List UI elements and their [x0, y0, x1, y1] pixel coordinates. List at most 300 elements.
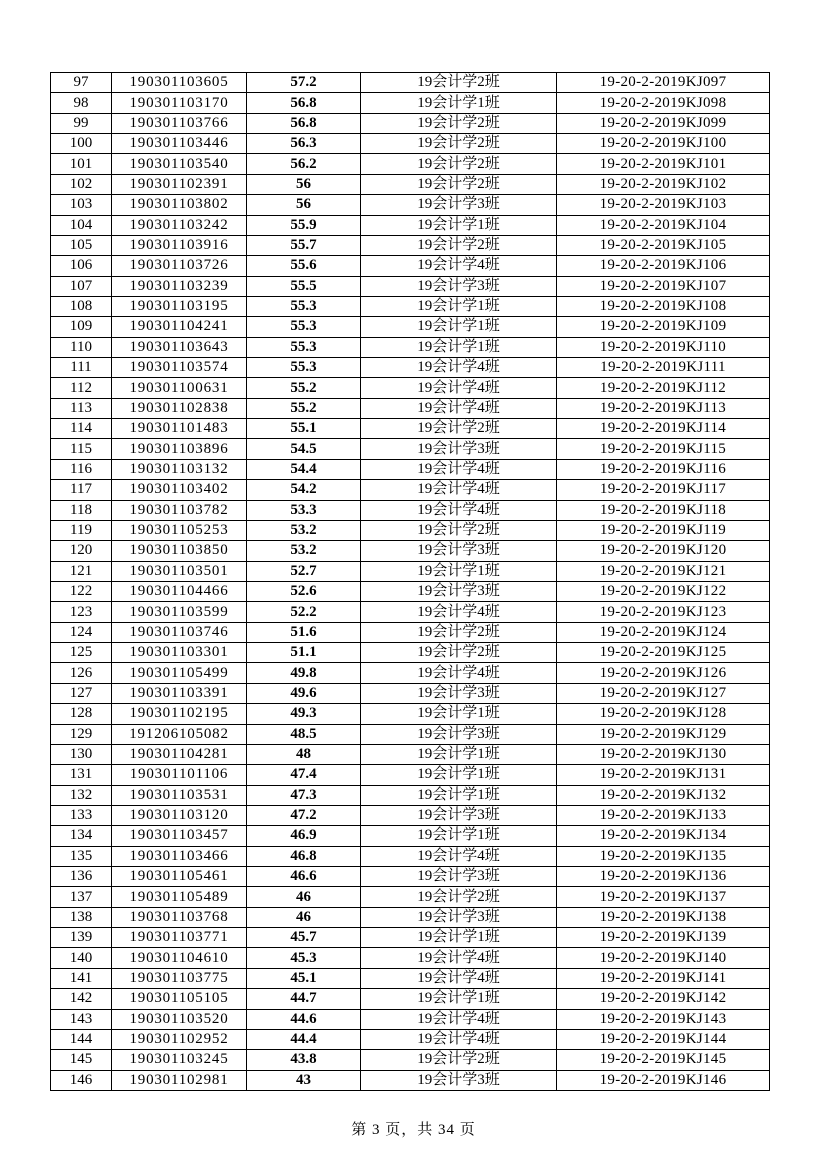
student-id-cell: 190301103782: [112, 500, 247, 520]
score-cell: 55.5: [247, 276, 361, 296]
exam-code-cell: 19-20-2-2019KJ133: [557, 805, 770, 825]
student-id-cell: 190301104281: [112, 744, 247, 764]
student-id-cell: 190301104610: [112, 948, 247, 968]
student-id-cell: 190301103531: [112, 785, 247, 805]
row-number-cell: 135: [51, 846, 112, 866]
class-name-cell: 19会计学3班: [361, 276, 557, 296]
class-name-cell: 19会计学2班: [361, 887, 557, 907]
student-id-cell: 190301105489: [112, 887, 247, 907]
score-cell: 53.3: [247, 500, 361, 520]
table-row: [51, 968, 770, 988]
row-number-cell: 101: [51, 154, 112, 174]
class-name-cell: 19会计学4班: [361, 1009, 557, 1029]
class-name-cell: 19会计学3班: [361, 439, 557, 459]
table-row: [51, 643, 770, 663]
row-number-cell: 117: [51, 480, 112, 500]
exam-code-cell: 19-20-2-2019KJ129: [557, 724, 770, 744]
row-number-cell: 121: [51, 561, 112, 581]
table-row: [51, 989, 770, 1009]
row-number-cell: 108: [51, 296, 112, 316]
exam-code-cell: 19-20-2-2019KJ100: [557, 134, 770, 154]
score-cell: 49.8: [247, 663, 361, 683]
row-number-cell: 141: [51, 968, 112, 988]
student-id-cell: 190301103896: [112, 439, 247, 459]
exam-code-cell: 19-20-2-2019KJ123: [557, 602, 770, 622]
score-cell: 43.8: [247, 1050, 361, 1070]
class-name-cell: 19会计学4班: [361, 968, 557, 988]
row-number-cell: 100: [51, 134, 112, 154]
exam-code-cell: 19-20-2-2019KJ122: [557, 581, 770, 601]
row-number-cell: 127: [51, 683, 112, 703]
exam-code-cell: 19-20-2-2019KJ115: [557, 439, 770, 459]
student-id-cell: 190301102952: [112, 1029, 247, 1049]
class-name-cell: 19会计学1班: [361, 744, 557, 764]
row-number-cell: 118: [51, 500, 112, 520]
score-cell: 56.8: [247, 113, 361, 133]
row-number-cell: 142: [51, 989, 112, 1009]
class-name-cell: 19会计学1班: [361, 93, 557, 113]
student-id-cell: 190301104241: [112, 317, 247, 337]
row-number-cell: 129: [51, 724, 112, 744]
student-id-cell: 190301103195: [112, 296, 247, 316]
exam-code-cell: 19-20-2-2019KJ105: [557, 235, 770, 255]
student-id-cell: 190301103466: [112, 846, 247, 866]
exam-code-cell: 19-20-2-2019KJ117: [557, 480, 770, 500]
table-row: [51, 1050, 770, 1070]
score-cell: 51.6: [247, 622, 361, 642]
score-cell: 55.2: [247, 398, 361, 418]
row-number-cell: 122: [51, 581, 112, 601]
exam-code-cell: 19-20-2-2019KJ125: [557, 643, 770, 663]
table-row: [51, 683, 770, 703]
exam-code-cell: 19-20-2-2019KJ136: [557, 867, 770, 887]
row-number-cell: 116: [51, 459, 112, 479]
table-row: [51, 174, 770, 194]
exam-code-cell: 19-20-2-2019KJ110: [557, 337, 770, 357]
exam-code-cell: 19-20-2-2019KJ142: [557, 989, 770, 1009]
table-row: [51, 520, 770, 540]
score-cell: 44.4: [247, 1029, 361, 1049]
class-name-cell: 19会计学3班: [361, 907, 557, 927]
class-name-cell: 19会计学1班: [361, 765, 557, 785]
table-row: [51, 887, 770, 907]
student-id-cell: 190301103775: [112, 968, 247, 988]
table-row: [51, 948, 770, 968]
row-number-cell: 123: [51, 602, 112, 622]
score-table-body: [51, 73, 770, 1091]
student-id-cell: 190301103402: [112, 480, 247, 500]
score-cell: 54.2: [247, 480, 361, 500]
exam-code-cell: 19-20-2-2019KJ132: [557, 785, 770, 805]
score-cell: 53.2: [247, 520, 361, 540]
row-number-cell: 146: [51, 1070, 112, 1090]
row-number-cell: 133: [51, 805, 112, 825]
table-row: [51, 805, 770, 825]
student-id-cell: 190301103599: [112, 602, 247, 622]
student-id-cell: 190301103132: [112, 459, 247, 479]
exam-code-cell: 19-20-2-2019KJ108: [557, 296, 770, 316]
table-row: [51, 704, 770, 724]
table-row: [51, 256, 770, 276]
table-row: [51, 561, 770, 581]
row-number-cell: 132: [51, 785, 112, 805]
table-row: [51, 541, 770, 561]
row-number-cell: 136: [51, 867, 112, 887]
score-cell: 55.1: [247, 419, 361, 439]
student-id-cell: 190301102391: [112, 174, 247, 194]
student-id-cell: 190301100631: [112, 378, 247, 398]
table-row: [51, 73, 770, 93]
row-number-cell: 144: [51, 1029, 112, 1049]
score-table: [50, 72, 770, 1091]
class-name-cell: 19会计学3班: [361, 805, 557, 825]
class-name-cell: 19会计学2班: [361, 174, 557, 194]
student-id-cell: 190301103446: [112, 134, 247, 154]
student-id-cell: 190301103520: [112, 1009, 247, 1029]
exam-code-cell: 19-20-2-2019KJ134: [557, 826, 770, 846]
student-id-cell: 190301103239: [112, 276, 247, 296]
class-name-cell: 19会计学4班: [361, 846, 557, 866]
table-row: [51, 439, 770, 459]
table-row: [51, 602, 770, 622]
table-row: [51, 724, 770, 744]
class-name-cell: 19会计学4班: [361, 1029, 557, 1049]
student-id-cell: 190301103605: [112, 73, 247, 93]
exam-code-cell: 19-20-2-2019KJ113: [557, 398, 770, 418]
score-cell: 56.2: [247, 154, 361, 174]
student-id-cell: 190301103916: [112, 235, 247, 255]
class-name-cell: 19会计学2班: [361, 154, 557, 174]
row-number-cell: 137: [51, 887, 112, 907]
score-cell: 55.3: [247, 358, 361, 378]
class-name-cell: 19会计学1班: [361, 928, 557, 948]
score-cell: 54.5: [247, 439, 361, 459]
class-name-cell: 19会计学4班: [361, 948, 557, 968]
score-cell: 51.1: [247, 643, 361, 663]
class-name-cell: 19会计学3班: [361, 867, 557, 887]
row-number-cell: 107: [51, 276, 112, 296]
table-row: [51, 358, 770, 378]
row-number-cell: 110: [51, 337, 112, 357]
student-id-cell: 190301103802: [112, 195, 247, 215]
exam-code-cell: 19-20-2-2019KJ098: [557, 93, 770, 113]
row-number-cell: 112: [51, 378, 112, 398]
class-name-cell: 19会计学1班: [361, 989, 557, 1009]
class-name-cell: 19会计学4班: [361, 500, 557, 520]
table-row: [51, 93, 770, 113]
score-cell: 55.2: [247, 378, 361, 398]
class-name-cell: 19会计学4班: [361, 459, 557, 479]
table-row: [51, 846, 770, 866]
table-row: [51, 215, 770, 235]
score-cell: 55.6: [247, 256, 361, 276]
class-name-cell: 19会计学2班: [361, 1050, 557, 1070]
student-id-cell: 190301103170: [112, 93, 247, 113]
class-name-cell: 19会计学1班: [361, 317, 557, 337]
score-cell: 54.4: [247, 459, 361, 479]
row-number-cell: 97: [51, 73, 112, 93]
student-id-cell: 190301103766: [112, 113, 247, 133]
student-id-cell: 190301102838: [112, 398, 247, 418]
student-id-cell: 190301103771: [112, 928, 247, 948]
student-id-cell: 190301103850: [112, 541, 247, 561]
score-cell: 48.5: [247, 724, 361, 744]
score-cell: 45.7: [247, 928, 361, 948]
table-row: [51, 622, 770, 642]
student-id-cell: 190301102981: [112, 1070, 247, 1090]
table-row: [51, 337, 770, 357]
exam-code-cell: 19-20-2-2019KJ126: [557, 663, 770, 683]
row-number-cell: 134: [51, 826, 112, 846]
student-id-cell: 190301102195: [112, 704, 247, 724]
score-cell: 57.2: [247, 73, 361, 93]
score-cell: 52.6: [247, 581, 361, 601]
exam-code-cell: 19-20-2-2019KJ097: [557, 73, 770, 93]
row-number-cell: 145: [51, 1050, 112, 1070]
score-cell: 49.6: [247, 683, 361, 703]
class-name-cell: 19会计学2班: [361, 73, 557, 93]
class-name-cell: 19会计学2班: [361, 134, 557, 154]
score-cell: 49.3: [247, 704, 361, 724]
class-name-cell: 19会计学3班: [361, 1070, 557, 1090]
exam-code-cell: 19-20-2-2019KJ124: [557, 622, 770, 642]
student-id-cell: 190301105461: [112, 867, 247, 887]
exam-code-cell: 19-20-2-2019KJ103: [557, 195, 770, 215]
score-cell: 55.3: [247, 337, 361, 357]
table-row: [51, 928, 770, 948]
class-name-cell: 19会计学3班: [361, 541, 557, 561]
student-id-cell: 190301105499: [112, 663, 247, 683]
class-name-cell: 19会计学1班: [361, 296, 557, 316]
student-id-cell: 190301103726: [112, 256, 247, 276]
class-name-cell: 19会计学2班: [361, 235, 557, 255]
exam-code-cell: 19-20-2-2019KJ099: [557, 113, 770, 133]
exam-code-cell: 19-20-2-2019KJ120: [557, 541, 770, 561]
student-id-cell: 190301103245: [112, 1050, 247, 1070]
exam-code-cell: 19-20-2-2019KJ131: [557, 765, 770, 785]
score-cell: 52.7: [247, 561, 361, 581]
row-number-cell: 103: [51, 195, 112, 215]
class-name-cell: 19会计学4班: [361, 256, 557, 276]
score-cell: 43: [247, 1070, 361, 1090]
exam-code-cell: 19-20-2-2019KJ145: [557, 1050, 770, 1070]
student-id-cell: 190301103242: [112, 215, 247, 235]
table-row: [51, 195, 770, 215]
score-cell: 47.3: [247, 785, 361, 805]
row-number-cell: 131: [51, 765, 112, 785]
score-cell: 46.6: [247, 867, 361, 887]
exam-code-cell: 19-20-2-2019KJ144: [557, 1029, 770, 1049]
student-id-cell: 190301101106: [112, 765, 247, 785]
exam-code-cell: 19-20-2-2019KJ143: [557, 1009, 770, 1029]
table-row: [51, 134, 770, 154]
table-row: [51, 581, 770, 601]
student-id-cell: 190301101483: [112, 419, 247, 439]
student-id-cell: 190301103120: [112, 805, 247, 825]
exam-code-cell: 19-20-2-2019KJ109: [557, 317, 770, 337]
row-number-cell: 124: [51, 622, 112, 642]
table-row: [51, 398, 770, 418]
class-name-cell: 19会计学1班: [361, 785, 557, 805]
class-name-cell: 19会计学1班: [361, 704, 557, 724]
score-cell: 56.3: [247, 134, 361, 154]
score-cell: 47.4: [247, 765, 361, 785]
score-cell: 53.2: [247, 541, 361, 561]
student-id-cell: 190301103501: [112, 561, 247, 581]
table-row: [51, 317, 770, 337]
score-cell: 44.6: [247, 1009, 361, 1029]
class-name-cell: 19会计学3班: [361, 581, 557, 601]
exam-code-cell: 19-20-2-2019KJ104: [557, 215, 770, 235]
exam-code-cell: 19-20-2-2019KJ106: [557, 256, 770, 276]
score-cell: 46: [247, 887, 361, 907]
class-name-cell: 19会计学2班: [361, 520, 557, 540]
score-cell: 47.2: [247, 805, 361, 825]
row-number-cell: 115: [51, 439, 112, 459]
score-cell: 56.8: [247, 93, 361, 113]
score-cell: 44.7: [247, 989, 361, 1009]
row-number-cell: 113: [51, 398, 112, 418]
score-cell: 55.3: [247, 296, 361, 316]
class-name-cell: 19会计学4班: [361, 663, 557, 683]
row-number-cell: 138: [51, 907, 112, 927]
table-row: [51, 235, 770, 255]
student-id-cell: 190301103457: [112, 826, 247, 846]
student-id-cell: 191206105082: [112, 724, 247, 744]
exam-code-cell: 19-20-2-2019KJ135: [557, 846, 770, 866]
table-row: [51, 1009, 770, 1029]
class-name-cell: 19会计学4班: [361, 480, 557, 500]
score-cell: 56: [247, 195, 361, 215]
row-number-cell: 102: [51, 174, 112, 194]
student-id-cell: 190301104466: [112, 581, 247, 601]
class-name-cell: 19会计学1班: [361, 215, 557, 235]
score-cell: 48: [247, 744, 361, 764]
exam-code-cell: 19-20-2-2019KJ119: [557, 520, 770, 540]
row-number-cell: 114: [51, 419, 112, 439]
table-row: [51, 867, 770, 887]
student-id-cell: 190301103746: [112, 622, 247, 642]
exam-code-cell: 19-20-2-2019KJ127: [557, 683, 770, 703]
table-row: [51, 744, 770, 764]
row-number-cell: 143: [51, 1009, 112, 1029]
class-name-cell: 19会计学1班: [361, 561, 557, 581]
exam-code-cell: 19-20-2-2019KJ146: [557, 1070, 770, 1090]
class-name-cell: 19会计学2班: [361, 113, 557, 133]
class-name-cell: 19会计学2班: [361, 643, 557, 663]
exam-code-cell: 19-20-2-2019KJ121: [557, 561, 770, 581]
table-row: [51, 826, 770, 846]
class-name-cell: 19会计学4班: [361, 378, 557, 398]
score-cell: 55.7: [247, 235, 361, 255]
row-number-cell: 111: [51, 358, 112, 378]
exam-code-cell: 19-20-2-2019KJ141: [557, 968, 770, 988]
table-row: [51, 500, 770, 520]
student-id-cell: 190301103540: [112, 154, 247, 174]
table-row: [51, 1070, 770, 1090]
exam-code-cell: 19-20-2-2019KJ137: [557, 887, 770, 907]
row-number-cell: 120: [51, 541, 112, 561]
exam-code-cell: 19-20-2-2019KJ102: [557, 174, 770, 194]
exam-code-cell: 19-20-2-2019KJ130: [557, 744, 770, 764]
table-row: [51, 154, 770, 174]
score-cell: 55.3: [247, 317, 361, 337]
row-number-cell: 119: [51, 520, 112, 540]
row-number-cell: 105: [51, 235, 112, 255]
exam-code-cell: 19-20-2-2019KJ114: [557, 419, 770, 439]
student-id-cell: 190301103643: [112, 337, 247, 357]
exam-code-cell: 19-20-2-2019KJ139: [557, 928, 770, 948]
class-name-cell: 19会计学3班: [361, 195, 557, 215]
row-number-cell: 99: [51, 113, 112, 133]
student-id-cell: 190301103768: [112, 907, 247, 927]
exam-code-cell: 19-20-2-2019KJ138: [557, 907, 770, 927]
table-row: [51, 907, 770, 927]
student-id-cell: 190301105253: [112, 520, 247, 540]
score-cell: 46.9: [247, 826, 361, 846]
row-number-cell: 140: [51, 948, 112, 968]
class-name-cell: 19会计学3班: [361, 724, 557, 744]
exam-code-cell: 19-20-2-2019KJ107: [557, 276, 770, 296]
exam-code-cell: 19-20-2-2019KJ128: [557, 704, 770, 724]
class-name-cell: 19会计学1班: [361, 826, 557, 846]
score-cell: 46: [247, 907, 361, 927]
class-name-cell: 19会计学1班: [361, 337, 557, 357]
exam-code-cell: 19-20-2-2019KJ112: [557, 378, 770, 398]
class-name-cell: 19会计学4班: [361, 398, 557, 418]
row-number-cell: 128: [51, 704, 112, 724]
page-footer: 第 3 页，共 34 页: [351, 1122, 476, 1138]
student-id-cell: 190301103301: [112, 643, 247, 663]
table-row: [51, 1029, 770, 1049]
exam-code-cell: 19-20-2-2019KJ101: [557, 154, 770, 174]
score-cell: 52.2: [247, 602, 361, 622]
row-number-cell: 126: [51, 663, 112, 683]
class-name-cell: 19会计学3班: [361, 683, 557, 703]
table-row: [51, 480, 770, 500]
table-row: [51, 419, 770, 439]
student-id-cell: 190301105105: [112, 989, 247, 1009]
table-row: [51, 765, 770, 785]
class-name-cell: 19会计学4班: [361, 602, 557, 622]
class-name-cell: 19会计学4班: [361, 358, 557, 378]
table-row: [51, 113, 770, 133]
row-number-cell: 125: [51, 643, 112, 663]
student-id-cell: 190301103574: [112, 358, 247, 378]
score-cell: 45.1: [247, 968, 361, 988]
class-name-cell: 19会计学2班: [361, 419, 557, 439]
exam-code-cell: 19-20-2-2019KJ111: [557, 358, 770, 378]
table-row: [51, 378, 770, 398]
score-cell: 46.8: [247, 846, 361, 866]
row-number-cell: 109: [51, 317, 112, 337]
row-number-cell: 104: [51, 215, 112, 235]
score-cell: 56: [247, 174, 361, 194]
row-number-cell: 98: [51, 93, 112, 113]
table-row: [51, 459, 770, 479]
exam-code-cell: 19-20-2-2019KJ118: [557, 500, 770, 520]
score-cell: 45.3: [247, 948, 361, 968]
row-number-cell: 139: [51, 928, 112, 948]
student-id-cell: 190301103391: [112, 683, 247, 703]
table-row: [51, 663, 770, 683]
row-number-cell: 106: [51, 256, 112, 276]
class-name-cell: 19会计学2班: [361, 622, 557, 642]
exam-code-cell: 19-20-2-2019KJ116: [557, 459, 770, 479]
row-number-cell: 130: [51, 744, 112, 764]
table-row: [51, 276, 770, 296]
table-row: [51, 296, 770, 316]
